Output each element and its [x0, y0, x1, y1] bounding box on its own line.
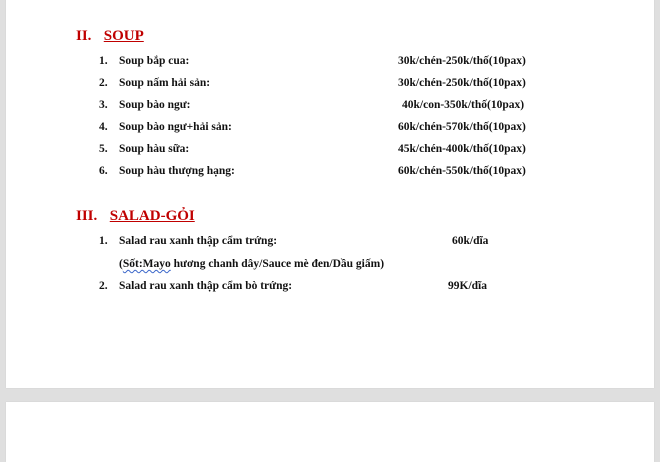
section-heading-salad: [76, 208, 195, 225]
item-price: 45k/chén-400k/thố(10pax): [398, 143, 526, 155]
item-price: 60k/chén-550k/thố(10pax): [398, 165, 526, 177]
section-title: SOUP: [103, 28, 144, 44]
section-heading-soup: [76, 28, 144, 45]
item-price: 99K/dĩa: [448, 280, 487, 292]
document-page: II. SOUP 1. Soup bắp cua: 30k/chén-250k/thố(10pax) 2. Soup nấm hải sản: 30k/chén-250k/thố(10pax) 3. Soup bào ngư: 40k/con-350k/thố(10pax) 4. Soup bào ngư+hải sản: 60k/chén-570k/thố(10pax) 5. Soup hàu sữa: 45k/chén-400k/thố(10pax) 6. Soup hàu thượng hạng: 60k/chén-550k/thố(10pax) III. SALAD-GỎI 1. Salad rau xanh thập cẩm trứng: 60k/dĩa (Sốt:Mayo hương chanh dây/Sauce mè đen/Dầu giấm) 2. Salad rau xanh thập cẩm bò trứng: 99K/dĩa: [6, 0, 654, 388]
item-price: 60k/dĩa: [452, 235, 489, 247]
item-price: 60k/chén-570k/thố(10pax): [398, 121, 526, 133]
next-page: [6, 402, 654, 462]
item-price: 40k/con-350k/thố(10pax): [402, 99, 525, 111]
item-price: 30k/chén-250k/thố(10pax): [398, 55, 526, 67]
spellcheck-flagged-text: Sốt:Mayo: [122, 258, 171, 270]
section-number: III.: [76, 208, 98, 224]
section-number: II.: [76, 28, 92, 44]
item-note: (Sốt:Mayo hương chanh dây/Sauce mè đen/Dầu giấm): [119, 258, 385, 270]
section-title: SALAD-GỎI: [109, 208, 195, 224]
item-price: 30k/chén-250k/thố(10pax): [398, 77, 526, 89]
